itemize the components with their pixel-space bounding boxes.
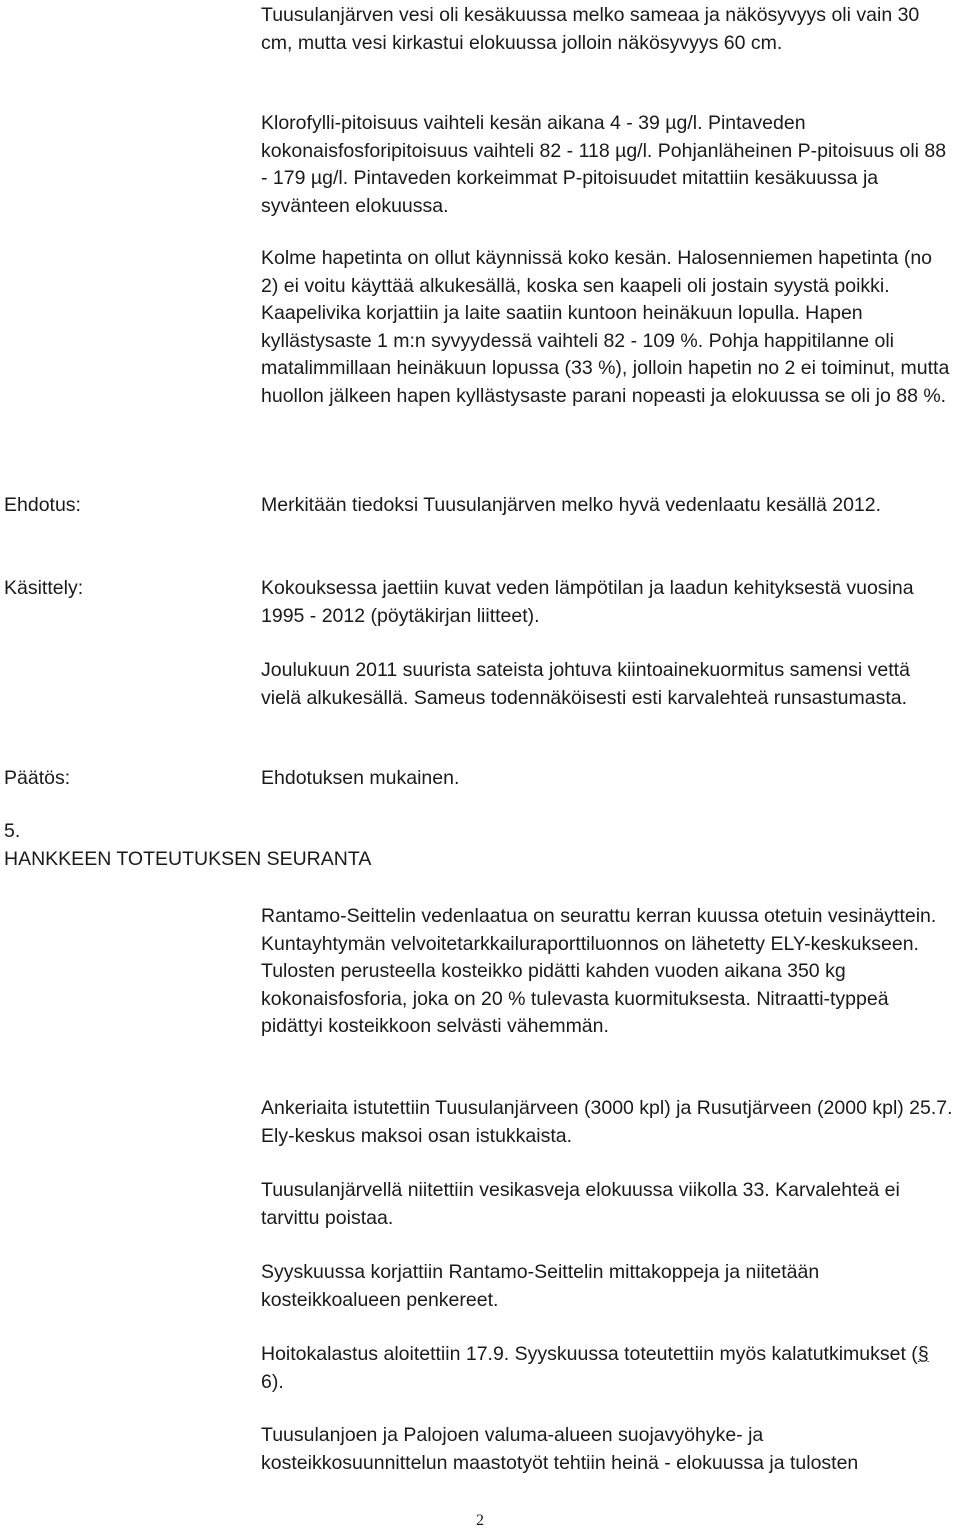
paragraph-kasittely-1: Kokouksessa jaettiin kuvat veden lämpötilan ja laadun kehityksestä vuosina 1995 - 2012 (pöytäkirjan liitteet). — [261, 577, 914, 627]
paragraph-ankeriaat: Ankeriaita istutettiin Tuusulanjärveen (3000 kpl) ja Rusutjärveen (2000 kpl) 25.7. Ely-keskus maksoi osan istukkaista. — [261, 1097, 953, 1147]
paragraph-hoitokalastus — [261, 1341, 953, 1396]
label-paatos: Päätös: — [4, 767, 71, 789]
section-reference-link[interactable]: § — [917, 1343, 929, 1365]
paragraph-phosphorus: Klorofylli-pitoisuus vaihteli kesän aikana 4 - 39 µg/l. Pintaveden kokonaisfosforipitoisuus vaihteli 82 - 118 µg/l. Pohjanläheinen P-pitoisuus oli 88 - 179 µg/l. Pintaveden korkeimmat P-pitoisuudet mitattiin kesäkuussa ja syvänteen elokuussa. — [261, 112, 947, 217]
page-number: 2 — [476, 1512, 484, 1529]
paragraph-rantamo: Rantamo-Seittelin vedenlaatua on seurattu kerran kuussa otetuin vesinäyttein. Kuntayhtymän velvoitetarkkailuraporttiluonnos on lähetetty ELY-keskukseen. Tulosten perusteella kosteikko pidätti kahden vuoden aikana 350 kg kokonaisfosforia, joka on 20 % tulevasta kuormituksesta. Nitraatti-typpeä pidättyi kosteikkoon selvästi vähemmän. — [261, 905, 937, 1037]
paragraph-visibility: Tuusulanjärven vesi oli kesäkuussa melko sameaa ja näkösyvyys oli vain 30 cm, mutta vesi kirkastui elokuussa jolloin näkösyvyys 60 cm. — [261, 4, 920, 54]
paragraph-niitto: Tuusulanjärvellä niitettiin vesikasveja elokuussa viikolla 33. Karvalehteä ei tarvittu poistaa. — [261, 1179, 900, 1229]
hoitokalastus-text-end: 6). — [261, 1370, 284, 1393]
paragraph-kasittely-2: Joulukuun 2011 suurista sateista johtuva kiintoainekuormitus samensi vettä vielä alkukesällä. Sameus todennäköisesti esti karvalehteä runsastumasta. — [261, 659, 910, 709]
paragraph-mittakopit: Syyskuussa korjattiin Rantamo-Seittelin mittakoppeja ja niitetään kosteikkoalueen penkereet. — [261, 1261, 820, 1311]
section-title: HANKKEEN TOTEUTUKSEN SEURANTA — [4, 848, 372, 870]
paragraph-suojavyohyke: Tuusulanjoen ja Palojoen valuma-alueen suojavyöhyke- ja kosteikkosuunnittelun maastotyöt tehtiin heinä - elokuussa ja tulosten — [261, 1424, 859, 1474]
paragraph-oxygenators: Kolme hapetinta on ollut käynnissä koko kesän. Halosenniemen hapetinta (no 2) ei voitu käyttää alkukesällä, koska sen kaapeli oli jostain syystä poikki. Kaapelivika korjattiin ja laite saatiin kuntoon heinäkuun lopulla. Hapen kyllästysaste 1 m:n syvyydessä vaihteli 82 - 109 %. Pohja happitilanne oli matalimmillaan heinäkuun lopussa (33 %), jolloin hapetin no 2 ei toiminut, mutta huollon jälkeen hapen kyllästysaste parani nopeasti ja elokuussa se oli jo 88 %. — [261, 247, 950, 407]
label-ehdotus: Ehdotus: — [4, 494, 81, 516]
section-number: 5. — [4, 820, 21, 842]
label-kasittely: Käsittely: — [4, 577, 84, 599]
paragraph-ehdotus: Merkitään tiedoksi Tuusulanjärven melko hyvä vedenlaatu kesällä 2012. — [261, 494, 882, 516]
paragraph-paatos: Ehdotuksen mukainen. — [261, 767, 460, 789]
hoitokalastus-text: Hoitokalastus aloitettiin 17.9. Syyskuussa toteutettiin myös kalatutkimukset ( — [261, 1343, 918, 1365]
